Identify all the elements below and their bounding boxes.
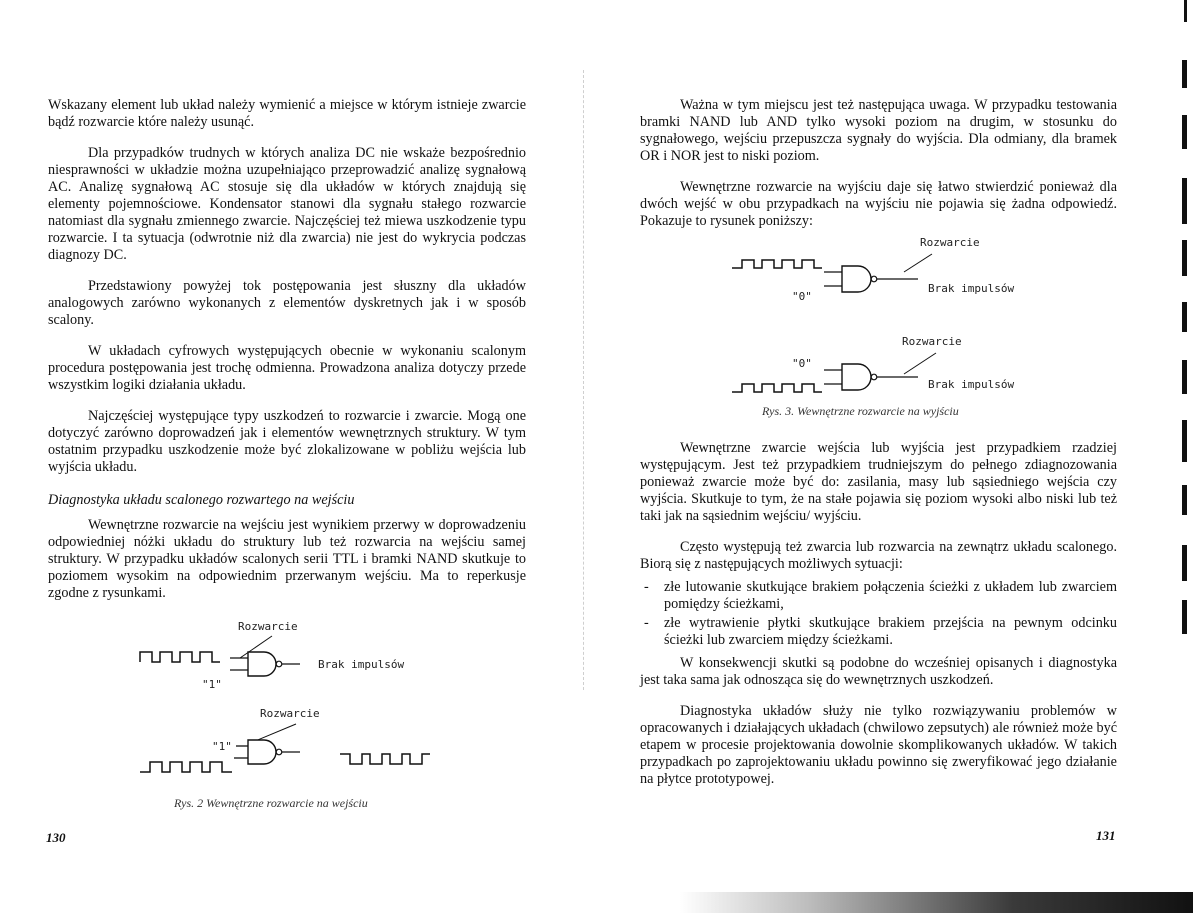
- list-item-text: złe wytrawienie płytki skutkujące brakiem przejścia na pewnym odcinku ścieżki lub zwarciem między ścieżkami.: [664, 615, 1117, 648]
- scan-edge-artifact: [1182, 60, 1187, 88]
- fig2-bottom-gate-bubble: [276, 749, 282, 755]
- figure-2-diagram: [130, 612, 460, 792]
- fig2-top-input-level: "1": [202, 678, 222, 691]
- fig2-top-nand-gate: [248, 652, 276, 676]
- left-page-number: 130: [46, 830, 66, 845]
- right-paragraph-1: Ważna w tym miejscu jest też następująca uwaga. W przypadku testowania bramki NAND lub AND tylko wysoki poziom na drugim, w stosunku do sygnałowego, wejściu przepuszcza sygnały do wyjścia. Dla odmiany, dla bramek OR i NOR jest to niski poziom.: [640, 97, 1117, 164]
- fig3-top-nand-gate: [842, 266, 871, 292]
- fig2-bottom-nand-gate: [248, 740, 276, 764]
- fig3-top-input-pulses: [732, 260, 822, 268]
- list-item-text: złe lutowanie skutkujące brakiem połączenia ścieżki z układem lub zwarciem pomiędzy ścieżkami,: [664, 579, 1117, 612]
- left-section-paragraph: Wewnętrzne rozwarcie na wejściu jest wynikiem przerwy w doprowadzeniu odpowiedniej nóżki układu do struktury lub też rozwarcia na wejściu samej struktury. W przypadku układów scalonych serii TTL i bramki NAND skutkuje to poziomem wysokim na odpowiednim przerwanym wejściu. Ma to reperkusje zgodne z rysunkami.: [48, 517, 526, 601]
- fig3-top-input-level: "0": [792, 290, 812, 303]
- scan-edge-artifact: [1182, 240, 1187, 276]
- fig2-top-output-label: Brak impulsów: [318, 658, 405, 671]
- right-paragraph-3: Wewnętrzne zwarcie wejścia lub wyjścia jest przypadkiem rzadziej występującym. Jest też przypadkiem trudniejszym do pełnego zdiagnozowania ponieważ zwarcie może być do: zasilania, masy lub sąsiedniego wejścia czy wyjścia. Skutkuje to tym, że na stałe pojawia się poziom wysoki albo niski lub też taki jak na sąsiednim wejściu/ wyjściu.: [640, 440, 1117, 524]
- scan-edge-artifact: [1182, 545, 1187, 581]
- scan-edge-artifact: [1182, 115, 1187, 149]
- list-dash-mark: -: [644, 579, 649, 595]
- fig3-bottom-gate-bubble: [871, 374, 877, 380]
- left-page: [0, 0, 596, 913]
- fig3-bottom-pointer: [904, 353, 936, 374]
- left-paragraph-1: Wskazany element lub układ należy wymienić a miejsce w którym istnieje zwarcie bądź rozwarcie które należy usunąć.: [48, 97, 526, 130]
- fig3-top-output-label: Brak impulsów: [928, 282, 1015, 295]
- right-paragraph-4: Często występują też zwarcia lub rozwarcia na zewnątrz układu scalonego. Biorą się z następujących możliwych sytuacji:: [640, 539, 1117, 572]
- left-paragraph-2: Dla przypadków trudnych w których analiza DC nie wskaże bezpośrednio niesprawności w układzie można uzupełniająco przeprowadzić analizę sygnałową AC. Analizę sygnałową AC stosuje się dla układów w których znajdują się elementy pojemnościowe. Kondensator stanowi dla sygnału stałego rozwarcie natomiast dla sygnału zmiennego zwarcie. Najczęściej też miewa uszkodzenie typu rozwarcie. I ta sytuacja (odwrotnie niż dla zwarcia) nie jest do wykrycia podczas diagnozy DC.: [48, 145, 526, 263]
- fig2-bottom-label: Rozwarcie: [260, 707, 320, 720]
- fig2-top-label: Rozwarcie: [238, 620, 298, 633]
- list-item: [640, 615, 1117, 649]
- left-paragraph-5: Najczęściej występujące typy uszkodzeń to rozwarcie i zwarcie. Mogą one dotyczyć zarówno doprowadzeń jak i elementów wewnętrznych struktury. W tym ostatnim przypadku uszkodzenie może być zlokalizowane w pobliżu wejścia lub wyjścia układu.: [48, 408, 526, 475]
- fig3-bottom-nand-gate: [842, 364, 871, 390]
- fig3-top-gate-bubble: [871, 276, 877, 282]
- fault-causes-list: [640, 579, 1117, 649]
- section-title: Diagnostyka układu scalonego rozwartego na wejściu: [48, 492, 355, 508]
- scan-edge-artifact: [1182, 600, 1187, 634]
- fig3-top-pointer: [904, 254, 932, 272]
- scan-edge-artifact: [1182, 302, 1187, 332]
- fig2-top-gate-bubble: [276, 661, 282, 667]
- fig2-bottom-input-level: "1": [212, 740, 232, 753]
- fig2-top-input-pulses: [140, 652, 220, 662]
- right-paragraph-6: Diagnostyka układów służy nie tylko rozwiązywaniu problemów w opracowanych i działających układach (chwilowo zepsutych) ale również może być etapem w procesie projektowania dowolnie skomplikowanych układów. W takich przypadkach po zaprojektowaniu układu powinno się zweryfikować jego działanie na płytce prototypowej.: [640, 703, 1117, 787]
- left-text-column: [48, 97, 526, 616]
- left-paragraph-3: Przedstawiony powyżej tok postępowania jest słuszny dla układów analogowych zarówno wykonanych z elementów dyskretnych jak i w sposób scalony.: [48, 278, 526, 328]
- fig2-bottom-output-pulses: [340, 754, 430, 764]
- list-item: [640, 579, 1117, 613]
- scan-edge-artifact: [1182, 420, 1187, 462]
- fig3-bottom-output-label: Brak impulsów: [928, 378, 1015, 391]
- fig3-bottom-input-pulses: [732, 384, 822, 392]
- scan-edge-artifact: [1182, 360, 1187, 394]
- right-page: [596, 0, 1193, 913]
- scan-edge-artifact: [1182, 178, 1187, 224]
- right-text-column-top: [640, 97, 1117, 244]
- scan-edge-artifact: [1184, 0, 1187, 22]
- right-paragraph-2: Wewnętrzne rozwarcie na wyjściu daje się łatwo stwierdzić ponieważ dla dwóch wejść w obu przypadkach na wyjściu nie pojawia się żadna odpowiedź. Pokazuje to rysunek poniższy:: [640, 179, 1117, 229]
- fig2-bottom-input-pulses: [140, 762, 232, 772]
- right-page-number: 131: [1096, 828, 1116, 843]
- figure-3-diagram: [726, 232, 1046, 397]
- fig3-top-label: Rozwarcie: [920, 236, 980, 249]
- list-dash-mark: -: [644, 615, 649, 631]
- figure-3-caption: Rys. 3. Wewnętrzne rozwarcie na wyjściu: [762, 404, 959, 418]
- fig3-bottom-label: Rozwarcie: [902, 335, 962, 348]
- right-paragraph-5: W konsekwencji skutki są podobne do wcześniej opisanych i diagnostyka jest taka sama jak odnosząca się do wewnętrznych uszkodzeń.: [640, 655, 1117, 688]
- right-text-column-bottom: [640, 440, 1117, 802]
- scan-edge-artifact: [1182, 485, 1187, 515]
- figure-2-caption: Rys. 2 Wewnętrzne rozwarcie na wejściu: [174, 796, 368, 810]
- fig3-bottom-input-level: "0": [792, 357, 812, 370]
- left-paragraph-4: W układach cyfrowych występujących obecnie w wykonaniu scalonym procedura postępowania jest trochę odmienna. Prowadzona analiza dotyczy przede wszystkim logiki działania układu.: [48, 343, 526, 393]
- scan-bottom-shadow: [680, 892, 1193, 913]
